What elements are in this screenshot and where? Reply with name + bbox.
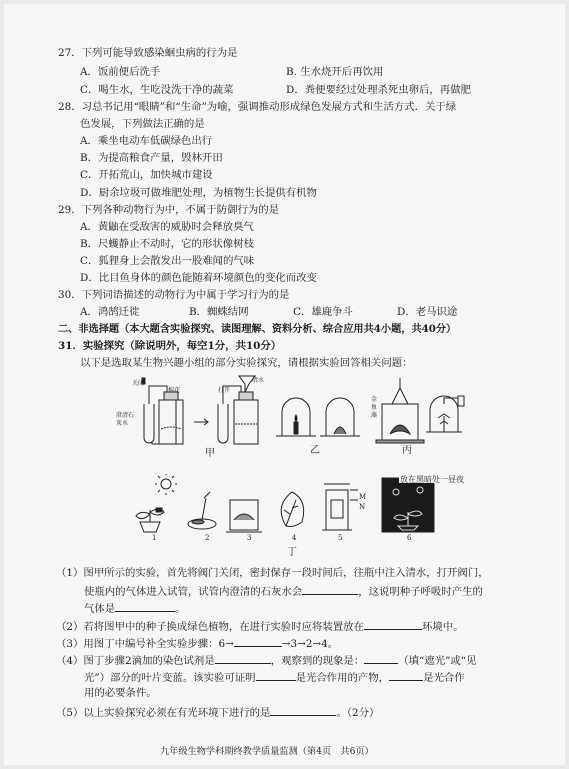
label-shihui-1: 澄清石 — [116, 412, 135, 419]
sub1-line2: 使瓶内的气体进入试管，试管内澄清的石灰水会 ，这说明种子呼吸时产生的 — [84, 586, 483, 598]
seed-flask-1 — [159, 400, 183, 444]
q28-stem-line1: 28．习总书记用“眼睛”和“生命”为喻，强调推动形成绿色发展方式和生活方式．关于绿 — [58, 101, 457, 113]
label-guanbi: 关闭 — [132, 380, 145, 387]
answer-blank-6[interactable] — [364, 653, 398, 664]
q31-intro: 以下是选取某生物兴趣小组的部分实验探究，请根据实验回答相关问题： — [80, 357, 413, 369]
sub5-line: （5）以上实验探究必须在有光环境下进行的是 。（2分） — [56, 707, 380, 719]
q27-option-d: D．粪便要经过处理杀死虫卵后，再做肥 — [286, 84, 471, 96]
q28-option-a: A．乘坐电动车低碳绿色出行 — [80, 135, 213, 147]
q29-option-d: D．比目鱼身体的颜色能随着环境颜色的变化而改变 — [80, 272, 317, 284]
plant-pot — [140, 522, 160, 532]
q31-number: 31． — [58, 340, 83, 352]
step-number-3: 3 — [247, 534, 252, 542]
figure-label-yi: 乙 — [310, 445, 320, 456]
q30-option-b: B．蜘蛛结网 — [189, 306, 249, 318]
sub1-line1: （1）图甲所示的实验，首先将阀门关闭，密封保存一段时间后，往瓶中注入清水，打开阀门， — [56, 567, 489, 579]
label-dakai: 打开 — [218, 387, 231, 394]
answer-blank-3[interactable] — [364, 619, 422, 630]
q27-option-a: A．饭前便后洗手 — [80, 66, 161, 78]
sub2-line: （2）若将图甲中的种子换成绿色植物，在进行实验时应将装置放在 环境中。 — [56, 621, 464, 633]
q28-option-b: B．为提高粮食产量，毁林开田 — [80, 152, 223, 164]
q28-stem-line2: 色发展，下列做法正确的是 — [80, 118, 205, 130]
q30-option-c: C．雄鹿争斗 — [293, 306, 353, 318]
step-number-6: 6 — [407, 534, 412, 542]
sub4-line3: 用的必要条件。 — [84, 687, 157, 699]
step-number-2: 2 — [205, 534, 210, 542]
answer-blank-8[interactable] — [389, 670, 423, 681]
q31-title: 实验探究（除说明外，每空1分，共10分） — [82, 340, 282, 352]
q28-option-c: C．开拓荒山，加快城市建设 — [80, 169, 213, 181]
q30-stem: 30．下列词语描述的动物行为中属于学习行为的是 — [58, 289, 290, 301]
q30-option-d: D．老马识途 — [397, 306, 458, 318]
sun-icon — [161, 479, 171, 489]
label-jinyu-2: 鱼 — [371, 404, 378, 411]
q29-option-b: B．尺蠖静止不动时，它的形状像树枝 — [80, 238, 254, 250]
dark-note: 放在黑暗处一昼夜 — [400, 475, 464, 484]
step-number-5: 5 — [338, 534, 343, 542]
label-jinyu-3: 藻 — [371, 412, 378, 419]
sub1-line3: 气体是 。 — [84, 603, 186, 615]
sub4-line1: （4）图丁步骤2滴加的染色试剂是 ，观察到的现象是： （填“遮光”或“见 — [56, 655, 477, 667]
label-n: N — [359, 503, 366, 511]
figure-label-jia: 甲 — [205, 448, 215, 459]
test-tube-1 — [144, 404, 154, 443]
section-heading: 二、非选择题（本大题含实验探究、读图理解、资料分析、综合应用共4小题，共40分） — [58, 323, 457, 335]
seed-flask-2 — [234, 400, 258, 444]
answer-blank-4[interactable] — [234, 636, 282, 647]
q29-option-c: C．狐狸身上会散发出一股难闻的气味 — [80, 255, 255, 267]
aquarium-beaker — [382, 404, 418, 442]
q27-option-c: C．喝生水，生吃没洗干净的蔬菜 — [80, 84, 234, 96]
q31-header — [58, 340, 281, 353]
answer-blank-2[interactable] — [115, 601, 175, 612]
q29-stem: 29．下列各种动物行为中，不属于防御行为的是 — [58, 204, 280, 216]
step-number-1: 1 — [152, 534, 157, 542]
water-bath — [326, 490, 348, 530]
label-shihui-2: 灰水 — [116, 420, 129, 427]
q30-option-a: A．鸿鹄迁徙 — [80, 306, 140, 318]
q29-option-a: A．黄鼬在受敌害的威胁时会释放臭气 — [80, 221, 254, 233]
step-number-4: 4 — [292, 534, 297, 542]
q27-stem: 27．下列可能导致感染蛔虫病的行为是 — [58, 47, 238, 59]
label-mianhua: 棉花 — [168, 387, 181, 394]
figure-label-ding: 丁 — [287, 547, 297, 558]
sub4-line2: 光”）部分的叶片变蓝。该实验可证明 是光合作用的产物， 是光合作 — [84, 672, 465, 684]
answer-blank-5[interactable] — [215, 653, 271, 664]
label-qingshui: 清水 — [252, 377, 265, 384]
exam-page — [4, 4, 565, 765]
experiment-figure-top — [114, 374, 474, 452]
answer-blank-1[interactable] — [302, 584, 358, 595]
figure-label-bing: 丙 — [402, 445, 412, 456]
page-footer: 九年级生物学科期终教学质量监测（第4页 共6页） — [160, 746, 374, 757]
answer-blank-9[interactable] — [270, 705, 336, 716]
sub3-line: （3）用图丁中编号补全实验步骤：6→ →3→2→4。 — [56, 638, 339, 650]
label-m: M — [359, 493, 367, 501]
label-jinyu-1: 金 — [371, 396, 378, 403]
q28-option-d: D．厨余垃圾可做堆肥处理，为植物生长提供有机物 — [80, 187, 317, 199]
answer-blank-7[interactable] — [256, 670, 296, 681]
q27-option-b: B. 生水烧开后再饮用 — [286, 66, 384, 78]
